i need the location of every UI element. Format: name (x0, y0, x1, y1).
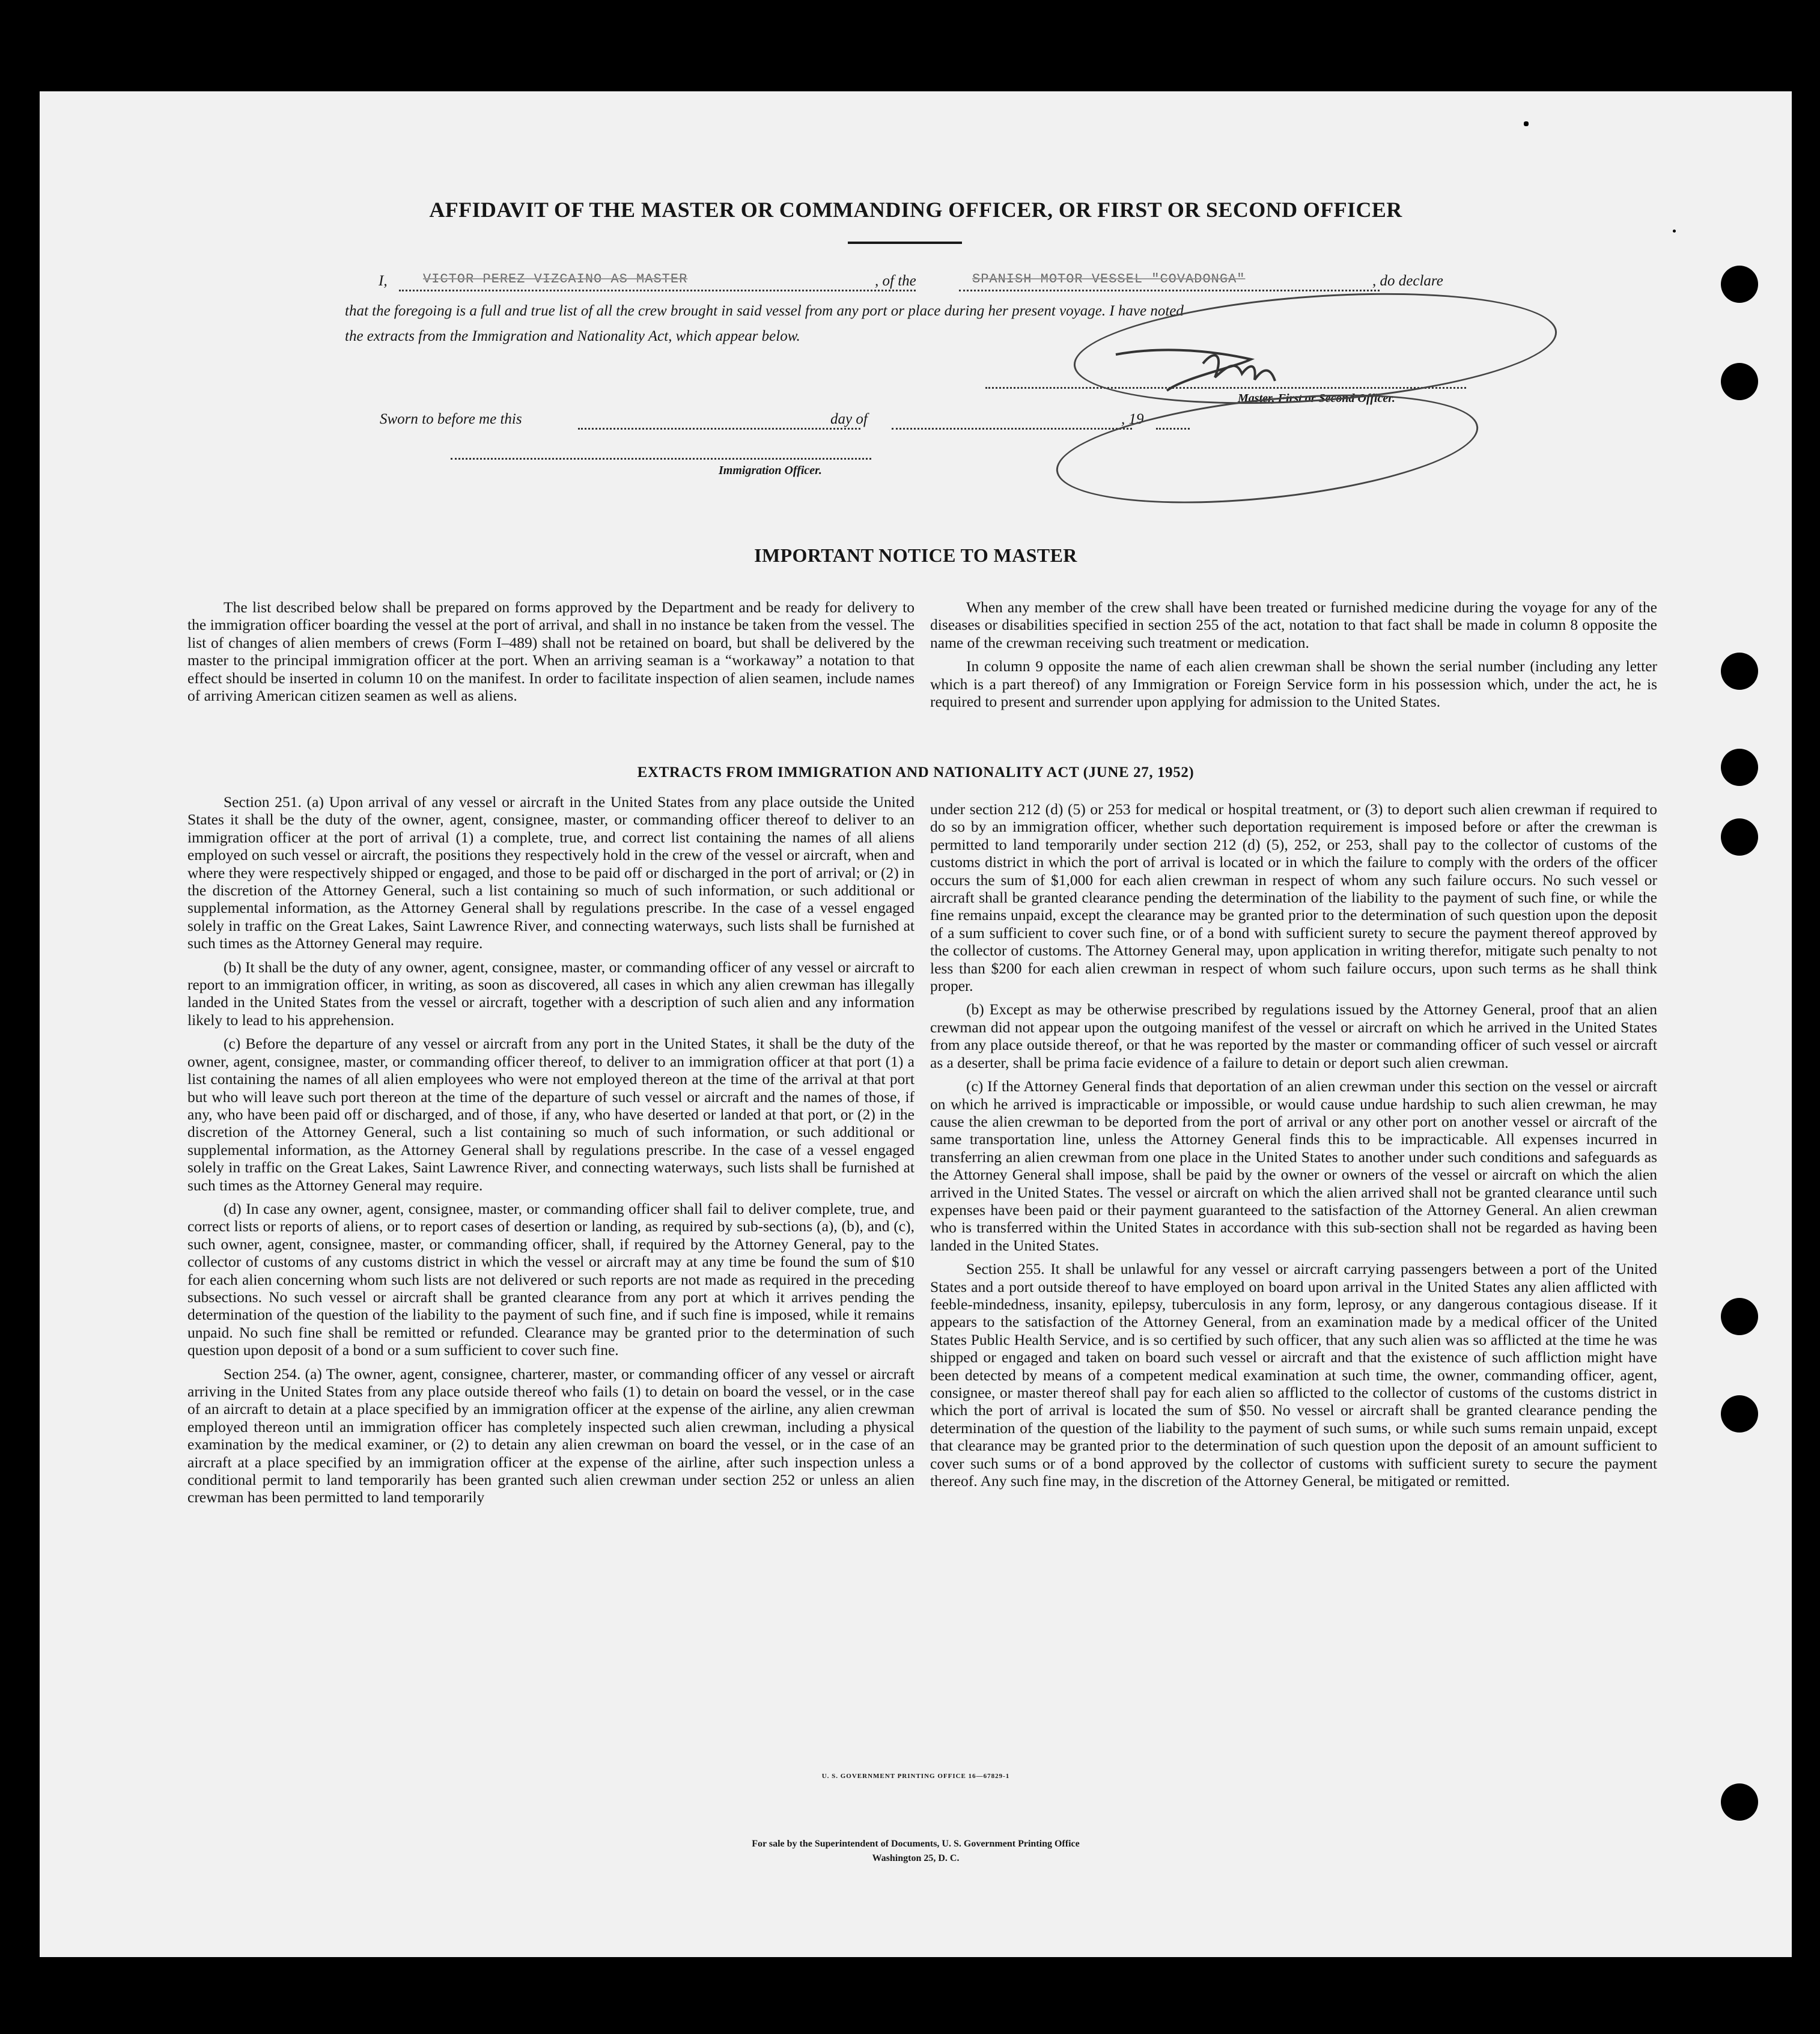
sworn-label: Sworn to before me this (380, 411, 522, 427)
master-name-field[interactable]: VICTOR PEREZ VIZCAINO AS MASTER (423, 272, 688, 287)
name-line (399, 290, 916, 291)
year-label: , 19 (1121, 411, 1144, 427)
section-254c: (c) If the Attorney General finds that deportation of an alien crewman under this section on the vessel or aircraft on which he arrived is impracticable or impossible, or would cause undue hardship to such alien crewman, he may cause the alien crewman to be deported from the port of arrival or any other port on another vessel or aircraft of the same transportation line, unless the Attorney General finds this to be impracticable. All expenses incurred in transferring an alien crewman from one place in the United States to another under such conditions and safeguards as the Attorney General shall impose, shall be paid by the owner or owners of the vessel or aircraft on which the alien arrived in the United States. The vessel or aircraft on which the alien arrived shall not be granted clearance until such expenses have been paid or their payment guaranteed to the satisfaction of the Attorney General. An alien crewman who is transferred within the United States in accordance with this sub-section shall not be regarded as having been landed in the United States. (930, 1077, 1657, 1254)
punch-hole (1721, 1298, 1758, 1335)
punch-hole (1721, 653, 1758, 690)
notice-left-paragraph: The list described below shall be prepared on forms approved by the Department and be ready for delivery to the immigration officer boarding the vessel at the port of arrival, and shall in no instance be taken from the vessel. The list of changes of alien members of crews (Form I–489) shall not be retained on board, but shall be delivered by the master to the principal immigration officer at the port. When an arriving seaman is a “workaway” a notation to that effect should be inserted in column 10 on the manifest. In order to facilitate inspection of alien seamen, include names of arriving American citizen seamen as well as aliens. (187, 598, 915, 705)
title-rule (848, 242, 962, 244)
notice-right-paragraph-1: When any member of the crew shall have been treated or furnished medicine during the voyage for any of the diseases or disabilities specified in section 255 of the act, notation to that fact shall be made in column 8 opposite the name of the crewman receiving such treatment or medication. (930, 598, 1657, 651)
sale-line: For sale by the Superintendent of Documents, U. S. Government Printing Office (752, 1839, 1080, 1849)
statement-line-1: that the foregoing is a full and true list of all the crew brought in said vessel from any port or place during her present voyage. I have noted (345, 303, 1184, 319)
city-line: Washington 25, D. C. (872, 1853, 960, 1863)
form-page (40, 91, 1792, 1957)
i-label: I, (379, 273, 388, 289)
officer-signature-line (451, 458, 871, 460)
punch-hole (1721, 1395, 1758, 1433)
punch-hole (1721, 363, 1758, 400)
section-254a-continued: under section 212 (d) (5) or 253 for medical or hospital treatment, or (3) to deport such alien crewman if required to do so by an immigration officer, whether such deportation requirement is imposed before or after the crewman is permitted to land temporarily under section 212 (d) (5), 252, or 253, shall pay to the collector of customs of the customs district in which the port of arrival is located or in which the failure to comply with the orders of the officer occurs the sum of $1,000 for each alien crewman in respect of whom any such failure occurs. No such vessel or aircraft shall be granted clearance pending the determination of the liability to the payment of such fine, or while the fine remains unpaid, except the clearance may be granted prior to the determination of such question upon the deposit of a sum sufficient to cover such fine, or of a bond with sufficient surety to secure the payment thereof approved by the collector of customs. The Attorney General may, upon application in writing therefor, mitigate such penalty to not less than $200 for each alien crewman in respect of whom such failure occurs, upon such terms as he shall think proper. (930, 800, 1657, 995)
section-254b: (b) Except as may be otherwise prescribed by regulations issued by the Attorney General, proof that an alien crewman did not appear upon the outgoing manifest of the vessel or aircraft on which he arrived in the United States from any place outside thereof, or that he was reported by the master or commanding officer of such vessel or aircraft as a deserter, shall be prima facie evidence of a failure to detain or deport such alien crewman. (930, 1000, 1657, 1071)
notice-title: IMPORTANT NOTICE TO MASTER (754, 544, 1077, 566)
stamp-ring-lower (1051, 377, 1483, 521)
punch-hole (1721, 818, 1758, 856)
section-255: Section 255. It shall be unlawful for any vessel or aircraft carrying passengers between a port of the United States and a port outside thereof to have employed on board upon arrival in the United States any alien afflicted with feeble-mindedness, insanity, epilepsy, tuberculosis in any form, leprosy, or any dangerous contagious disease. If it appears to the satisfaction of the Attorney General, from an examination made by a medical officer of the United States Public Health Service, and is so certified by such officer, that any such alien was so afflicted at the time he was shipped or engaged and taken on board such vessel or aircraft and that the existence of such affliction might have been detected by means of a competent medical examination at such time, the owner, commanding officer, agent, consignee, or master thereof shall pay for each alien so afflicted to the collector of customs of the customs district in which the port of arrival is located the sum of $50. No vessel or aircraft shall be granted clearance pending the determination of the question of the liability to the payment of such sums, or while such sums remain unpaid, except that clearance may be granted prior to the determination of such question upon the deposit of an amount sufficient to cover such sums or of a bond approved by the collector of customs with sufficient surety to secure the payment thereof. Any such fine may, in the discretion of the Attorney General, be mitigated or remitted. (930, 1260, 1657, 1490)
master-caption: Master, First or Second Officer. (1238, 392, 1395, 405)
extracts-right-column (930, 800, 1657, 1490)
extracts-title: EXTRACTS FROM IMMIGRATION AND NATIONALITY ACT (JUNE 27, 1952) (637, 764, 1195, 781)
section-251d: (d) In case any owner, agent, consignee, master, or commanding officer shall fail to deliver complete, true, and correct lists or reports of aliens, or to report cases of desertion or landing, as required by sub-sections (a), (b), and (c), such owner, agent, consignee, master, or commanding officer, shall, if required by the Attorney General, pay to the collector of customs of any customs district in which the vessel or aircraft may at any time be found the sum of $10 for each alien concerning whom such lists are not delivered or such reports are not made as required in the preceding subsections. No such vessel or aircraft shall be granted clearance from any port at which it arrives pending the determination of the question of the liability to the payment of such fine, and if such fine is imposed, while it remains unpaid. No such fine shall be remitted or refunded. Clearance may be granted prior to the determination of such question upon deposit of a bond or a sum sufficient to cover such fine. (187, 1199, 915, 1359)
ink-speck (1524, 121, 1529, 126)
sworn-day-field[interactable] (578, 428, 860, 430)
ink-speck (1673, 230, 1676, 233)
gpo-line: U. S. GOVERNMENT PRINTING OFFICE 16—67829-1 (821, 1773, 1010, 1780)
section-251b: (b) It shall be the duty of any owner, agent, consignee, master, or commanding officer of any vessel or aircraft to report to an immigration officer, in writing, as soon as discovered, all cases in which any alien crewman has illegally landed in the United States from the vessel or aircraft, together with a description of such alien and any information likely to lead to his apprehension. (187, 958, 915, 1029)
officer-caption: Immigration Officer. (719, 464, 822, 477)
sworn-month-field[interactable] (892, 428, 1132, 430)
affidavit-title: AFFIDAVIT OF THE MASTER OR COMMANDING OFFICER, OR FIRST OR SECOND OFFICER (429, 198, 1402, 222)
section-251a: Section 251. (a) Upon arrival of any vessel or aircraft in the United States from any place outside the United States it shall be the duty of the owner, agent, consignee, master, or commanding officer thereof to deliver to an immigration officer at the port of arrival (1) a complete, true, and correct list containing the names of all aliens employed on such vessel or aircraft, the positions they respectively hold in the crew of the vessel or aircraft, when and where they were respectively shipped or engaged, and those to be paid off or discharged in the port of arrival; or (2) in the discretion of the Attorney General, such a list containing so much of such information, or such additional or supplemental information, as the Attorney General shall by regulations prescribe. In the case of a vessel engaged solely in traffic on the Great Lakes, Saint Lawrence River, and connecting waterways, such lists shall be furnished at such times as the Attorney General may require. (187, 793, 915, 952)
punch-hole (1721, 1783, 1758, 1821)
punch-hole (1721, 266, 1758, 303)
vessel-line (959, 290, 1380, 291)
of-the-label: , of the (875, 273, 916, 289)
day-of-label: day of (830, 411, 868, 427)
section-251c: (c) Before the departure of any vessel or aircraft from any port in the United States, it shall be the duty of the owner, agent, consignee, master, or commanding officer thereof, to deliver to an immigration officer at that port (1) a list containing the names of all alien employees who were not employed thereon at the time of the arrival at that port but who will leave such port thereon at the time of the departure of such vessel or aircraft and the names of those, if any, who have been paid off or discharged, and of those, if any, who have deserted or landed at that port, or (2) in the discretion of the Attorney General, such a list containing so much of such information, or such additional or supplemental information, as the Attorney General shall by regulations prescribe. In the case of a vessel engaged solely in traffic on the Great Lakes, Saint Lawrence River, and connecting waterways, such lists shall be furnished at such times as the Attorney General may require. (187, 1035, 915, 1194)
notice-right-paragraph-2: In column 9 opposite the name of each alien crewman shall be shown the serial number (including any letter which is a part thereof) of any Immigration or Foreign Service form in his possession which, under the act, he is required to present and surrender upon applying for admission to the United States. (930, 657, 1657, 711)
notice-left-column (187, 598, 915, 704)
do-declare-label: , do declare (1372, 273, 1443, 289)
statement-line-2: the extracts from the Immigration and Nationality Act, which appear below. (345, 328, 800, 344)
notice-right-column (930, 598, 1657, 710)
punch-hole (1721, 749, 1758, 786)
section-254a: Section 254. (a) The owner, agent, consignee, charterer, master, or commanding officer of any vessel or aircraft arriving in the United States from any place outside thereof who fails (1) to detain on board the vessel, or in the case of an aircraft to detain at a place specified by an immigration officer at the expense of the airline, any alien crewman employed thereon until an immigration officer has completely inspected such alien crewman, including a physical examination by the medical examiner, or (2) to detain any alien crewman on board the vessel, or in the case of an aircraft at a place specified by an immigration officer at the expense of the airline, after such inspection unless a conditional permit to land temporarily has been granted such alien crewman under section 252 or unless an alien crewman has been permitted to land temporarily (187, 1365, 915, 1506)
vessel-name-field[interactable]: SPANISH MOTOR VESSEL "COVADONGA" (972, 272, 1246, 287)
extracts-left-column (187, 793, 915, 1506)
